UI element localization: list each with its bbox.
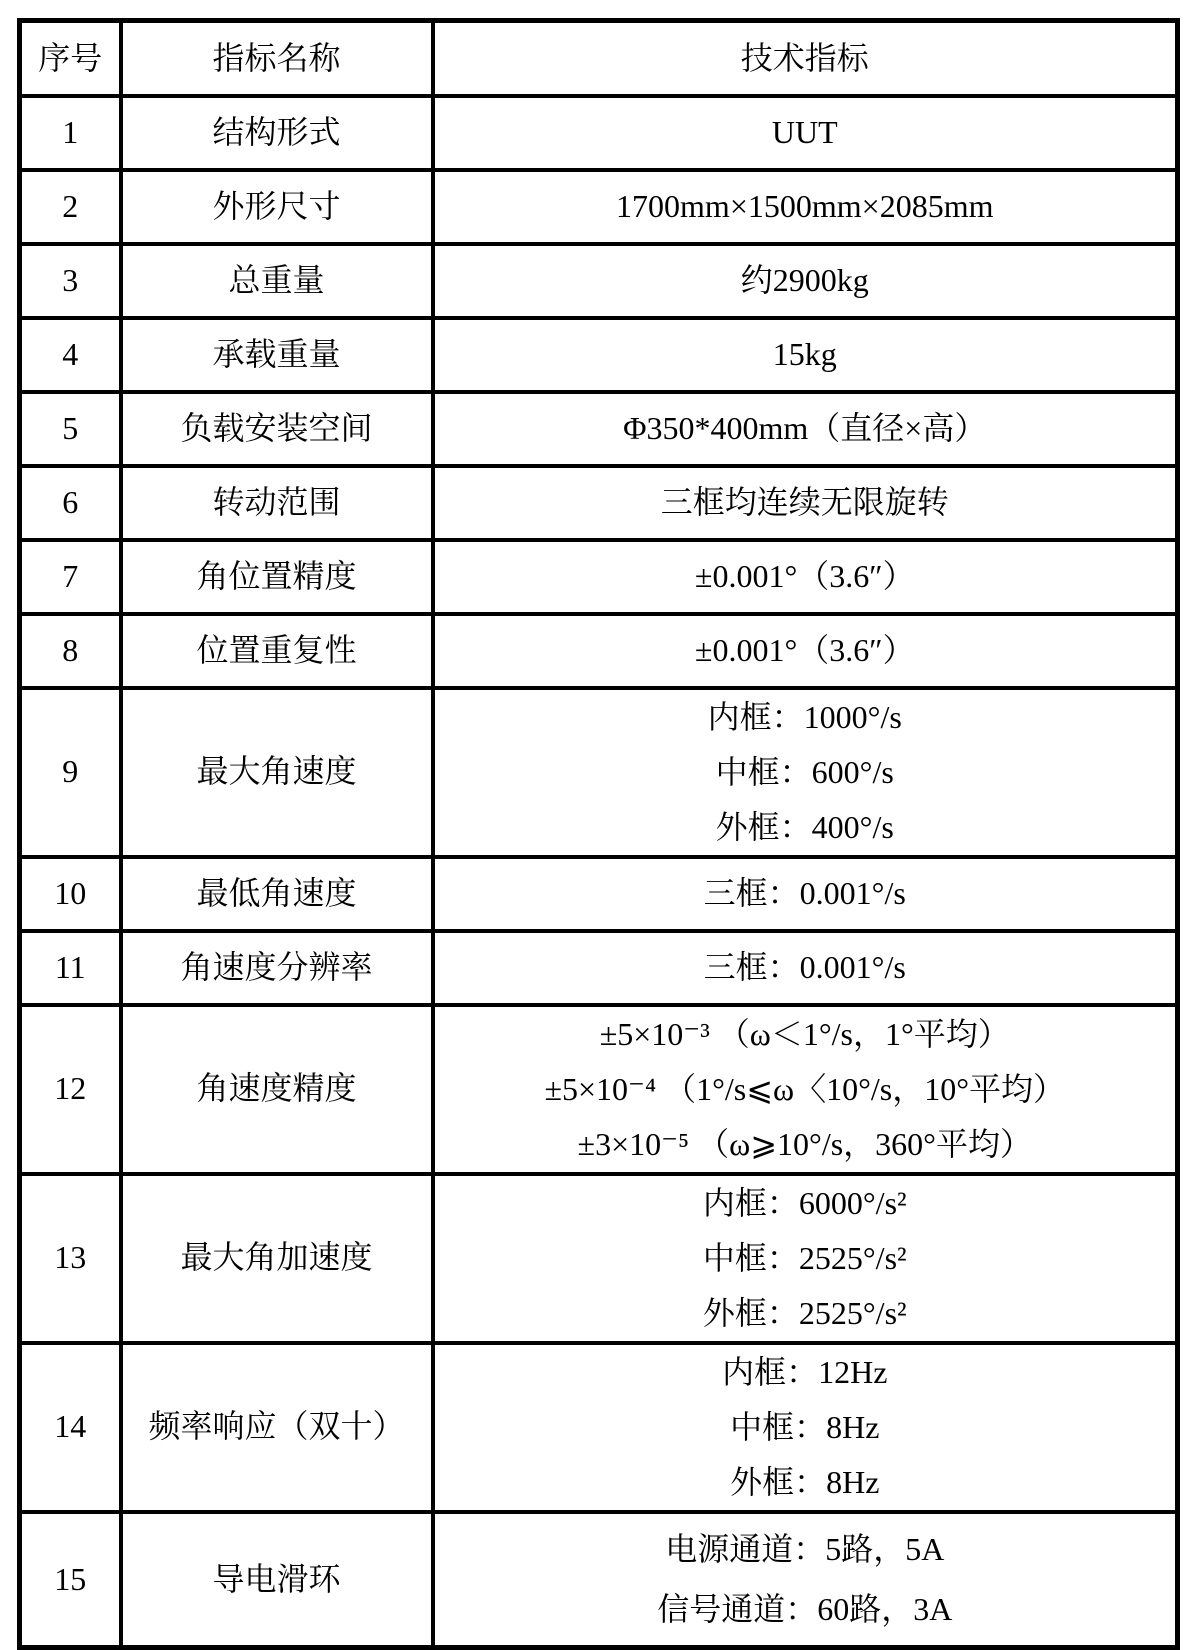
table-row bbox=[20, 96, 1178, 170]
row-number-cell: 3 bbox=[20, 244, 121, 318]
spec-name-cell: 位置重复性 bbox=[121, 614, 433, 688]
spec-value-line: 外框：8Hz bbox=[730, 1463, 880, 1500]
spec-value-line: 内框：1000°/s bbox=[707, 698, 902, 735]
table-row bbox=[20, 1343, 1178, 1512]
spec-name-cell: 外形尺寸 bbox=[121, 170, 433, 244]
spec-value-line: ±5×10⁻⁴ （1°/s⩽ω〈10°/s，10°平均） bbox=[544, 1070, 1066, 1107]
spec-value-line: ±0.001°（3.6″） bbox=[694, 558, 915, 594]
row-number-cell: 1 bbox=[20, 96, 121, 170]
spec-value-line: 电源通道：5路，5A bbox=[665, 1531, 945, 1568]
spec-value-line: 外框：400°/s bbox=[715, 808, 894, 845]
row-number-cell: 13 bbox=[20, 1174, 121, 1343]
row-number-cell: 6 bbox=[20, 466, 121, 540]
spec-value-cell bbox=[433, 170, 1178, 244]
spec-value-cell bbox=[433, 931, 1178, 1005]
spec-name-cell: 总重量 bbox=[121, 244, 433, 318]
col-header-indicator-name: 指标名称 bbox=[121, 21, 433, 96]
spec-value-line: 中框：2525°/s² bbox=[702, 1239, 907, 1276]
spec-name-cell: 导电滑环 bbox=[121, 1512, 433, 1648]
spec-name-cell: 角位置精度 bbox=[121, 540, 433, 614]
spec-value-line: 中框：8Hz bbox=[730, 1408, 880, 1445]
table-row bbox=[20, 614, 1178, 688]
row-number-cell: 11 bbox=[20, 931, 121, 1005]
spec-value-cell bbox=[433, 318, 1178, 392]
spec-value-line: Φ350*400mm（直径×高） bbox=[623, 410, 987, 446]
table-row bbox=[20, 1512, 1178, 1648]
table-row bbox=[20, 1174, 1178, 1343]
row-number-cell: 10 bbox=[20, 857, 121, 931]
spec-value-cell bbox=[433, 688, 1178, 857]
spec-value-line: 内框：6000°/s² bbox=[702, 1184, 907, 1221]
spec-name-cell: 承载重量 bbox=[121, 318, 433, 392]
spec-value-line: ±5×10⁻³ （ω＜1°/s，1°平均） bbox=[599, 1015, 1010, 1052]
table-row bbox=[20, 466, 1178, 540]
spec-value-cell bbox=[433, 540, 1178, 614]
spec-value-cell bbox=[433, 614, 1178, 688]
col-header-serial-number: 序号 bbox=[20, 21, 121, 96]
spec-value-line: 三框：0.001°/s bbox=[703, 875, 906, 911]
row-number-cell: 9 bbox=[20, 688, 121, 857]
spec-value-cell bbox=[433, 1005, 1178, 1174]
table-row bbox=[20, 540, 1178, 614]
spec-value-line: UUT bbox=[771, 114, 838, 150]
row-number-cell: 14 bbox=[20, 1343, 121, 1512]
spec-value-line: 信号通道：60路，3A bbox=[657, 1591, 953, 1628]
table-row bbox=[20, 318, 1178, 392]
spec-name-cell: 负载安装空间 bbox=[121, 392, 433, 466]
row-number-cell: 8 bbox=[20, 614, 121, 688]
spec-name-cell: 最大角加速度 bbox=[121, 1174, 433, 1343]
row-number-cell: 15 bbox=[20, 1512, 121, 1648]
spec-name-cell: 转动范围 bbox=[121, 466, 433, 540]
spec-value-line: 外框：2525°/s² bbox=[702, 1294, 907, 1331]
spec-name-cell: 最大角速度 bbox=[121, 688, 433, 857]
spec-value-line: 三框：0.001°/s bbox=[703, 949, 906, 985]
spec-name-cell: 角速度精度 bbox=[121, 1005, 433, 1174]
spec-name-cell: 角速度分辨率 bbox=[121, 931, 433, 1005]
spec-value-cell bbox=[433, 1512, 1178, 1648]
spec-value-cell bbox=[433, 1343, 1178, 1512]
table-row bbox=[20, 244, 1178, 318]
table-row bbox=[20, 1005, 1178, 1174]
row-number-cell: 5 bbox=[20, 392, 121, 466]
row-number-cell: 4 bbox=[20, 318, 121, 392]
table-header-row bbox=[20, 21, 1178, 96]
row-number-cell: 7 bbox=[20, 540, 121, 614]
spec-value-line: 约2900kg bbox=[740, 262, 869, 298]
spec-value-cell bbox=[433, 1174, 1178, 1343]
spec-value-line: 1700mm×1500mm×2085mm bbox=[616, 188, 994, 224]
spec-table bbox=[17, 18, 1180, 1650]
table-row bbox=[20, 857, 1178, 931]
spec-value-cell bbox=[433, 857, 1178, 931]
spec-name-cell: 最低角速度 bbox=[121, 857, 433, 931]
table-row bbox=[20, 688, 1178, 857]
spec-name-cell: 频率响应（双十） bbox=[121, 1343, 433, 1512]
spec-value-line: 中框：600°/s bbox=[715, 753, 894, 790]
spec-name-cell: 结构形式 bbox=[121, 96, 433, 170]
spec-value-cell bbox=[433, 244, 1178, 318]
col-header-technical-indicator: 技术指标 bbox=[433, 21, 1178, 96]
table-row bbox=[20, 931, 1178, 1005]
spec-value-cell bbox=[433, 392, 1178, 466]
spec-value-line: ±3×10⁻⁵ （ω⩾10°/s，360°平均） bbox=[577, 1125, 1032, 1162]
spec-value-line: ±0.001°（3.6″） bbox=[694, 632, 915, 668]
spec-value-cell bbox=[433, 96, 1178, 170]
row-number-cell: 12 bbox=[20, 1005, 121, 1174]
spec-table-body bbox=[20, 96, 1178, 1648]
spec-value-cell bbox=[433, 466, 1178, 540]
table-row bbox=[20, 392, 1178, 466]
table-row bbox=[20, 170, 1178, 244]
spec-value-line: 15kg bbox=[772, 336, 837, 372]
row-number-cell: 2 bbox=[20, 170, 121, 244]
spec-value-line: 三框均连续无限旋转 bbox=[660, 484, 949, 520]
spec-value-line: 内框：12Hz bbox=[722, 1353, 888, 1390]
